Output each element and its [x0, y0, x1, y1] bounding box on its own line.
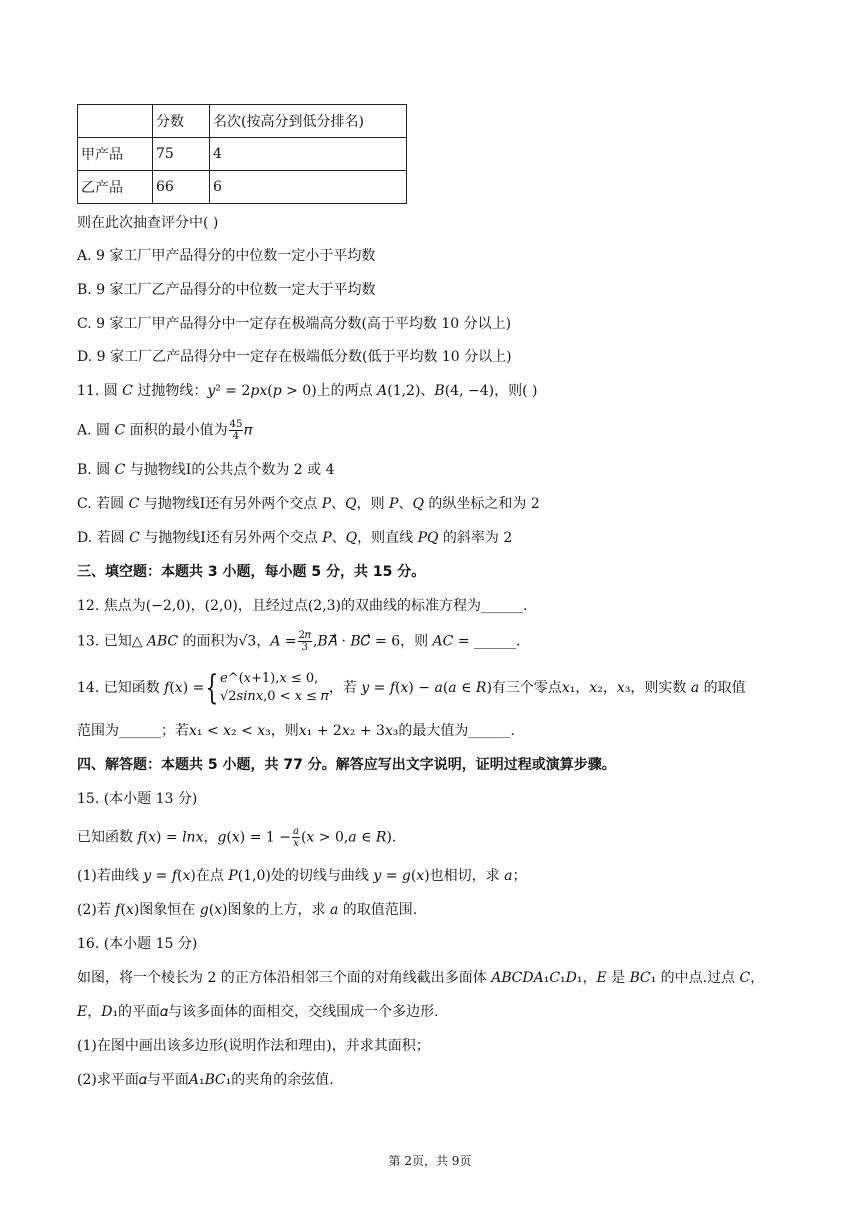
q10-option-b: B. 9 家工厂乙产品得分的中位数一定大于平均数 [77, 282, 376, 298]
q11-option-c: C. 若圆 𝐶 与抛物线Ⅰ还有另外两个交点 𝑃、𝑄，则 𝑃、𝑄 的纵坐标之和为 2 [77, 496, 540, 512]
q15-stem [77, 826, 396, 849]
q11-option-a-prefix: A. 圆 𝐶 面积的最小值为 [77, 422, 228, 439]
q14-line2: 范围为______；若𝑥₁ < 𝑥₂ < 𝑥₃，则𝑥₁ + 2𝑥₂ + 3𝑥₃的最大值为______. [77, 723, 515, 739]
q12-text: 12. 焦点为(−2,0)，(2,0)，且经过点(2,3)的双曲线的标准方程为______. [77, 598, 528, 614]
left-brace: { [205, 668, 219, 708]
piecewise-case-1: 𝑒^(𝑥+1),𝑥 ≤ 0, [220, 671, 319, 686]
q11-option-a [77, 419, 253, 442]
fraction-numerator: 𝑎 [292, 826, 299, 837]
q11-option-d: D. 若圆 𝐶 与抛物线Ⅰ还有另外两个交点 𝑃、𝑄，则直线 𝑃𝑄 的斜率为 2 [77, 530, 513, 546]
table-row [78, 171, 407, 204]
q11-option-a-suffix: 𝜋 [244, 422, 253, 439]
q10-stem: 则在此次抽查评分中( ) [77, 215, 219, 231]
fraction-denominator: 𝑥 [293, 838, 299, 849]
q15-part-2: (2)若 𝑓(𝑥)图象恒在 𝑔(𝑥)图象的上方，求 𝑎 的取值范围. [77, 902, 418, 918]
q10-option-c: C. 9 家工厂甲产品得分中一定存在极端高分数(高于平均数 10 分以上) [77, 316, 512, 332]
section-solution-heading: 四、解答题：本题共 5 小题，共 77 分。解答应写出文字说明，证明过程或演算步骤。 [77, 757, 616, 773]
q14-prefix: 14. 已知函数 𝑓(𝑥) = [77, 680, 205, 696]
fraction [229, 419, 244, 442]
fraction [298, 630, 312, 653]
piecewise-cases [220, 670, 329, 706]
fraction-numerator: 45 [229, 419, 243, 430]
table-cell: 66 [153, 171, 210, 204]
q14-suffix: ，若 𝑦 = 𝑓(𝑥) − 𝑎(𝑎 ∈ 𝑅)有三个零点𝑥₁，𝑥₂，𝑥₃，则实数 𝑎 的取值 [328, 680, 746, 696]
q11-option-b: B. 圆 𝐶 与抛物线Ⅰ的公共点个数为 2 或 4 [77, 462, 335, 478]
piecewise-case-2: √2𝑠𝑖𝑛𝑥,0 < 𝑥 ≤ 𝜋 [220, 689, 329, 704]
q16-stem-line1: 如图，将一个棱长为 2 的正方体沿相邻三个面的对角线截出多面体 𝐴𝐵𝐶𝐷𝐴₁𝐶₁𝐷₁，𝐸 是 𝐵𝐶₁ 的中点.过点 𝐶， [77, 970, 765, 986]
q15-stem-prefix: 已知函数 𝑓(𝑥) = 𝑙𝑛𝑥，𝑔(𝑥) = 1 − [77, 829, 291, 846]
table-cell: 甲产品 [78, 138, 153, 171]
q15-stem-suffix: (𝑥 > 0,𝑎 ∈ 𝑅). [300, 829, 397, 846]
table-cell: 4 [210, 138, 407, 171]
q10-option-d: D. 9 家工厂乙产品得分中一定存在极端低分数(低于平均数 10 分以上) [77, 349, 512, 365]
fraction-denominator: 3 [301, 642, 308, 653]
table-cell: 名次(按高分到低分排名) [210, 105, 407, 138]
q13-text [77, 630, 520, 653]
q14-line1 [77, 670, 746, 706]
q16-stem-line2: 𝐸，𝐷₁的平面𝛼与该多面体的面相交，交线围成一个多边形. [77, 1004, 439, 1020]
page-footer: 第 2页，共 9页 [388, 1154, 472, 1168]
q16-part-2: (2)求平面𝛼与平面𝐴₁𝐵𝐶₁的夹角的余弦值. [77, 1072, 334, 1088]
table-cell: 分数 [153, 105, 210, 138]
q13-prefix: 13. 已知△ 𝐴𝐵𝐶 的面积为√3，𝐴 = [77, 633, 297, 650]
table-row [78, 138, 407, 171]
fraction-numerator: 2𝜋 [298, 630, 311, 641]
table-cell: 乙产品 [78, 171, 153, 204]
fraction-denominator: 4 [232, 431, 240, 442]
q15-title: 15. (本小题 13 分) [77, 791, 198, 807]
fraction [292, 826, 300, 849]
q16-title: 16. (本小题 15 分) [77, 936, 198, 952]
table-cell: 75 [153, 138, 210, 171]
q11-stem: 11. 圆 𝐶 过抛物线：𝑦² = 2𝑝𝑥(𝑝 > 0)上的两点 𝐴(1,2)、𝐵(4, −4)，则( ) [77, 383, 538, 399]
score-table [77, 104, 407, 204]
table-row [78, 105, 407, 138]
q13-suffix: ,𝐵𝐴⃗ · 𝐵𝐶⃗ = 6，则 𝐴𝐶 = ______. [312, 633, 521, 650]
table-cell: 6 [210, 171, 407, 204]
table-cell [78, 105, 153, 138]
q10-option-a: A. 9 家工厂甲产品得分的中位数一定小于平均数 [77, 248, 376, 264]
q16-part-1: (1)在图中画出该多边形(说明作法和理由)，并求其面积； [77, 1038, 430, 1054]
q15-part-1: (1)若曲线 𝑦 = 𝑓(𝑥)在点 𝑃(1,0)处的切线与曲线 𝑦 = 𝑔(𝑥)也相切，求 𝑎； [77, 868, 527, 884]
section-fill-in-heading: 三、填空题：本题共 3 小题，每小题 5 分，共 15 分。 [77, 564, 426, 580]
